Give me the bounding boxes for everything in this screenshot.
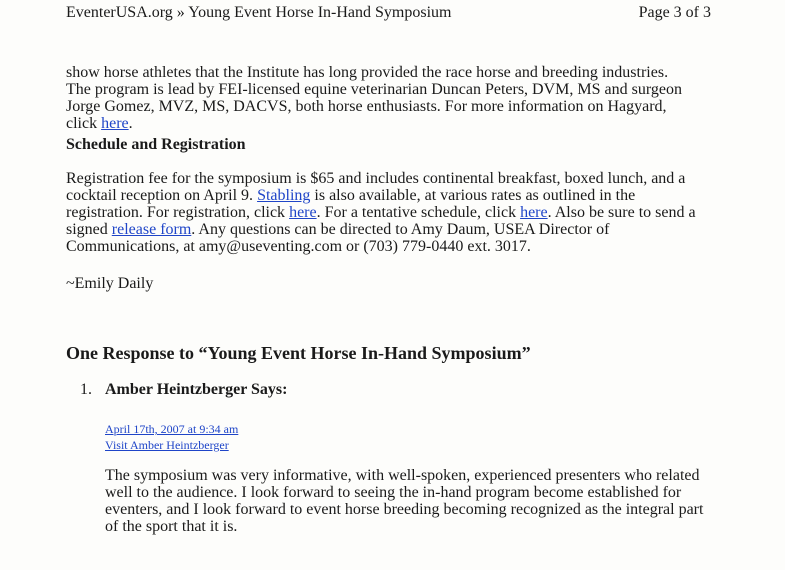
comment-author: Amber Heintzberger Says:: [105, 381, 288, 398]
responses-heading: One Response to “Young Event Horse In-Hand Symposium”: [66, 343, 531, 363]
page-number: Page 3 of 3: [638, 4, 711, 21]
hagyard-link[interactable]: here: [101, 115, 129, 132]
visit-author-link[interactable]: Visit Amber Heintzberger: [105, 438, 229, 452]
schedule-heading: Schedule and Registration: [66, 136, 246, 153]
author-signature: ~Emily Daily: [66, 275, 154, 292]
intro-text: show horse athletes that the Institute has long provided the race horse and breeding industries. The program is lead by FEI-licensed equine veterinarian Duncan Peters, DVM, MS and surgeon Jorge Gomez, MVZ, MS, DACVS, both horse enthusiasts. For more information on Hagyard, click: [66, 64, 682, 132]
registration-text-5: . Any questions can be directed to Amy Daum, USEA Director of Communications, at amy@useventing.com or (703) 779-0440 ext. 3017.: [66, 221, 610, 255]
intro-period: .: [128, 115, 133, 132]
registration-link[interactable]: here: [289, 204, 317, 221]
registration-text-4: . Also be sure to send a signed: [66, 204, 696, 238]
release-form-link[interactable]: release form: [111, 221, 192, 238]
comment-date-link[interactable]: April 17th, 2007 at 9:34 am: [105, 422, 239, 436]
registration-text-3: . For a tentative schedule, click: [316, 204, 521, 221]
stabling-link[interactable]: Stabling: [257, 187, 311, 204]
schedule-link[interactable]: here: [520, 204, 548, 221]
registration-text-1: Registration fee for the symposium is $65 and includes continental breakfast, boxed lunch, and a cocktail reception on April 9.: [66, 170, 686, 204]
intro-paragraph: [66, 64, 686, 132]
comment-meta: [105, 421, 238, 453]
registration-text-2: is also available, at various rates as outlined in the registration. For registration, click: [66, 187, 636, 221]
comment-number: 1.: [80, 381, 92, 398]
registration-paragraph: [66, 170, 696, 255]
comment-body: The symposium was very informative, with well-spoken, experienced presenters who related well to the audience. I look forward to seeing the in-hand program become established for eventers, and I look forward to event horse breeding becoming recognized as the integral part of the sport that it is.: [105, 467, 704, 535]
site-breadcrumb: EventerUSA.org » Young Event Horse In-Hand Symposium: [66, 4, 452, 21]
